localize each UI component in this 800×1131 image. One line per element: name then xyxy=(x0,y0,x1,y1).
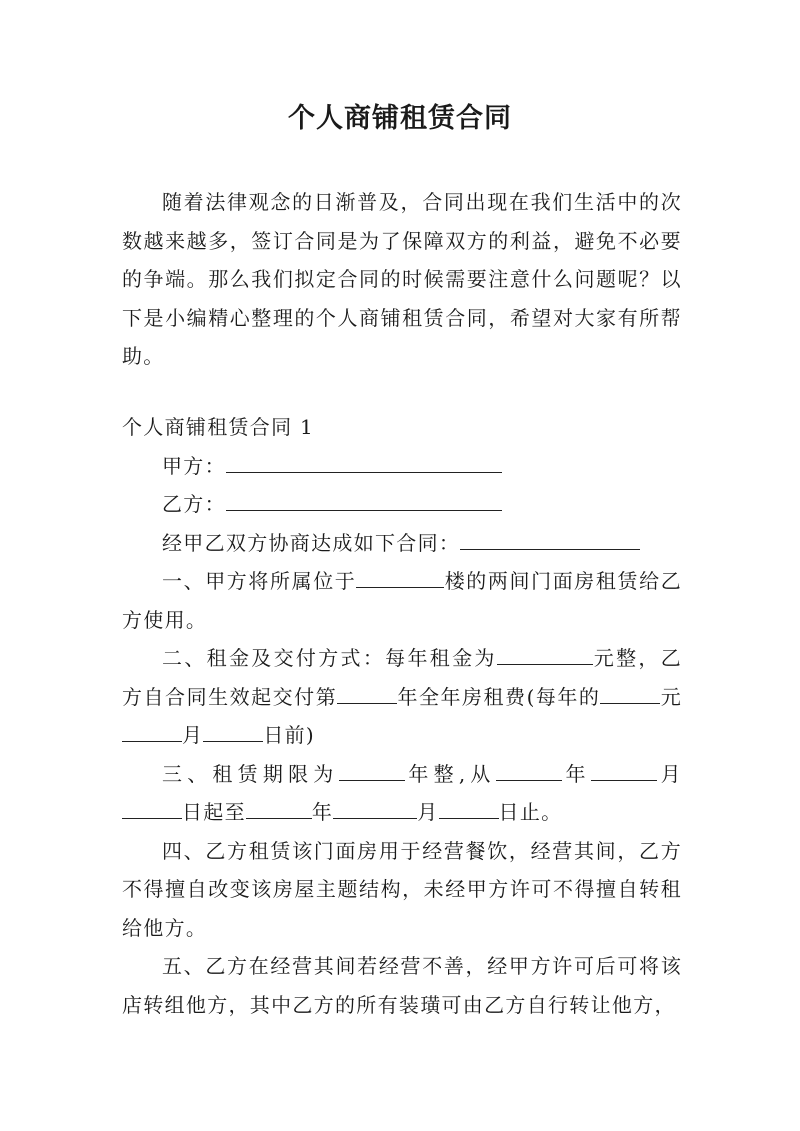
clause-2-blank-2 xyxy=(337,702,397,704)
clause-2-text-a: 二、租金及交付方式：每年租金为 xyxy=(162,646,497,670)
clause-3-blank-5 xyxy=(246,817,312,819)
clause-3-blank-7 xyxy=(439,817,499,819)
clause-3-blank-4 xyxy=(122,817,182,819)
party-a-line xyxy=(122,447,682,486)
intro-paragraph: 随着法律观念的日渐普及，合同出现在我们生活中的次数越来越多，签订合同是为了保障双方的利益，避免不必要的争端。那么我们拟定合同的时候需要注意什么问题呢？以下是小编精心整理的个人商铺租赁合同，希望对大家有所帮助。 xyxy=(122,190,682,368)
intro-section xyxy=(122,183,682,376)
clause-3-blank-2 xyxy=(496,779,562,781)
clause-1-text-a: 一、甲方将所属位于 xyxy=(162,569,357,593)
party-b-line xyxy=(122,485,682,524)
clause-2-text-e: 月 xyxy=(182,723,204,747)
section-heading: 个人商铺租赁合同 1 xyxy=(122,415,315,439)
agreement-text: 经甲乙双方协商达成如下合同： xyxy=(162,530,461,555)
clause-2-blank-1 xyxy=(497,663,593,665)
page-title: 个人商铺租赁合同 xyxy=(288,103,512,134)
party-b-blank xyxy=(226,509,502,511)
clause-3-text-a: 三、租赁期限为 xyxy=(162,761,339,786)
clause-2-text-b: 元整，乙方自合同生效起交付第 xyxy=(122,646,682,709)
clause-3-text-c: 年 xyxy=(561,761,591,786)
clause-2-blank-3 xyxy=(600,702,660,704)
clause-5: 五、乙方在经营其间若经营不善，经甲方许可后可将该店转组他方，其中乙方的所有装璜可由乙方自行转让他方， xyxy=(122,954,682,1017)
clause-3-blank-6 xyxy=(333,817,417,819)
clause-2-blank-4 xyxy=(122,740,182,742)
clause-3-text-d: 月 xyxy=(656,761,682,786)
clause-3 xyxy=(122,755,682,832)
clause-3-text-g: 月 xyxy=(417,800,439,824)
clause-1-blank xyxy=(356,586,444,588)
party-a-label: 甲方： xyxy=(162,453,226,478)
clause-1 xyxy=(122,562,682,639)
agreement-line xyxy=(122,524,682,563)
clause-2 xyxy=(122,639,682,755)
clause-2-text-d: 元 xyxy=(660,684,682,709)
clause-3-text-b: 年整,从 xyxy=(404,761,496,786)
clause-3-text-e: 日起至 xyxy=(182,800,246,824)
clause-2-text-f: 日前) xyxy=(263,723,316,747)
party-b-label: 乙方： xyxy=(162,492,226,516)
clause-3-blank-3 xyxy=(591,779,657,781)
clause-2-text-c: 年全年房租费(每年的 xyxy=(397,684,601,709)
party-a-blank xyxy=(226,471,502,473)
contract-section xyxy=(122,408,682,1024)
clause-1-text-b: 楼的两间门面房租赁给乙方使用。 xyxy=(122,569,682,632)
clause-2-blank-5 xyxy=(203,740,263,742)
clause-3-blank-1 xyxy=(339,779,405,781)
agreement-blank xyxy=(460,548,640,550)
clause-3-text-h: 日止。 xyxy=(498,800,563,824)
clause-3-text-f: 年 xyxy=(311,800,334,824)
clause-4: 四、乙方租赁该门面房用于经营餐饮，经营其间，乙方不得擅自改变该房屋主题结构，未经甲方许可不得擅自转租给他方。 xyxy=(122,838,682,940)
